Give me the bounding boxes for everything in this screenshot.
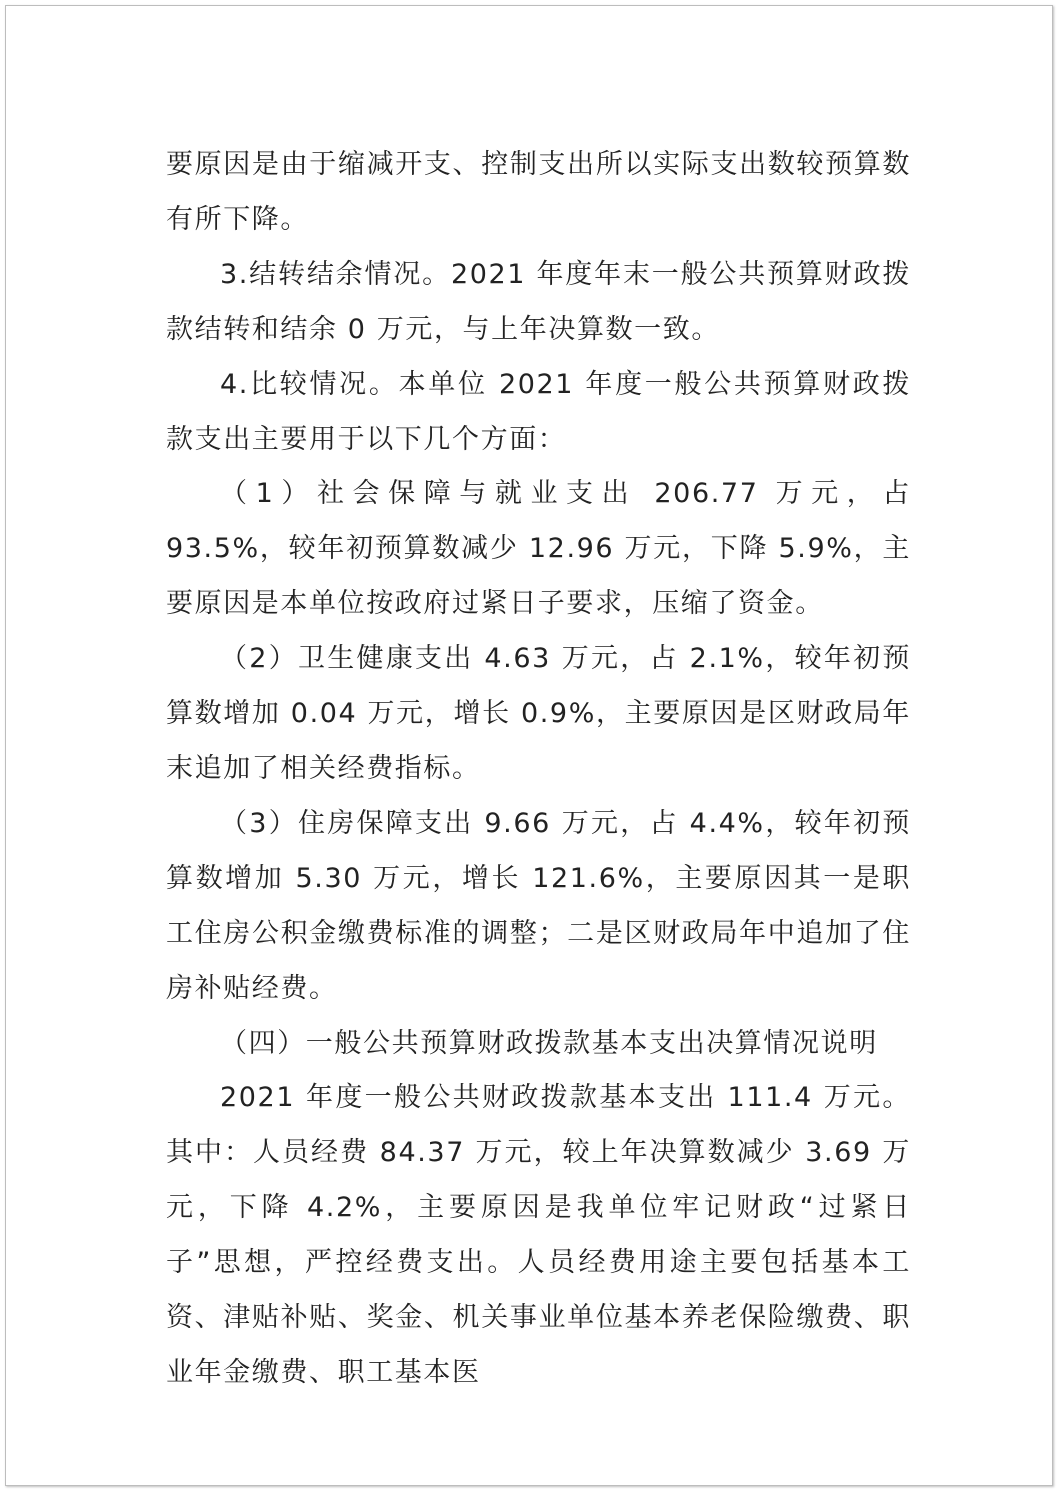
paragraph-comparison: 4.比较情况。本单位 2021 年度一般公共预算财政拨款支出主要用于以下几个方面： xyxy=(166,368,911,455)
paragraph-continuation: 要原因是由于缩减开支、控制支出所以实际支出数较预算数有所下降。 xyxy=(166,149,911,235)
paragraph-housing: （3）住房保障支出 9.66 万元，占 4.4%，较年初预算数增加 5.30 万元，增长 121.6%，主要原因其一是职工住房公积金缴费标准的调整；二是区财政局年中追加了住房补贴经费。 xyxy=(166,807,911,1004)
paragraph-carryover-balance: 3.结转结余情况。2021 年度年末一般公共预算财政拨款结转和结余 0 万元，与上年决算数一致。 xyxy=(166,258,911,345)
document-page xyxy=(5,5,1053,1486)
paragraph-health: （2）卫生健康支出 4.63 万元，占 2.1%，较年初预算数增加 0.04 万元，增长 0.9%，主要原因是区财政局年末追加了相关经费指标。 xyxy=(166,643,911,784)
paragraph-basic-expenditure: 2021 年度一般公共财政拨款基本支出 111.4 万元。其中：人员经费 84.37 万元，较上年决算数减少 3.69 万元，下降 4.2%，主要原因是我单位牢记财政“过紧日子”思想，严控经费支出。人员经费用途主要包括基本工资、津贴补贴、奖金、机关事业单位基本养老保险缴费、职业年金缴费、职工基本医 xyxy=(166,1082,911,1388)
document-body xyxy=(166,138,911,1401)
paragraph-social-security: （1）社会保障与就业支出 206.77 万元，占 93.5%，较年初预算数减少 12.96 万元，下降 5.9%，主要原因是本单位按政府过紧日子要求，压缩了资金。 xyxy=(166,478,911,620)
section-heading-basic-expenditure: （四）一般公共预算财政拨款基本支出决算情况说明 xyxy=(220,1027,878,1059)
